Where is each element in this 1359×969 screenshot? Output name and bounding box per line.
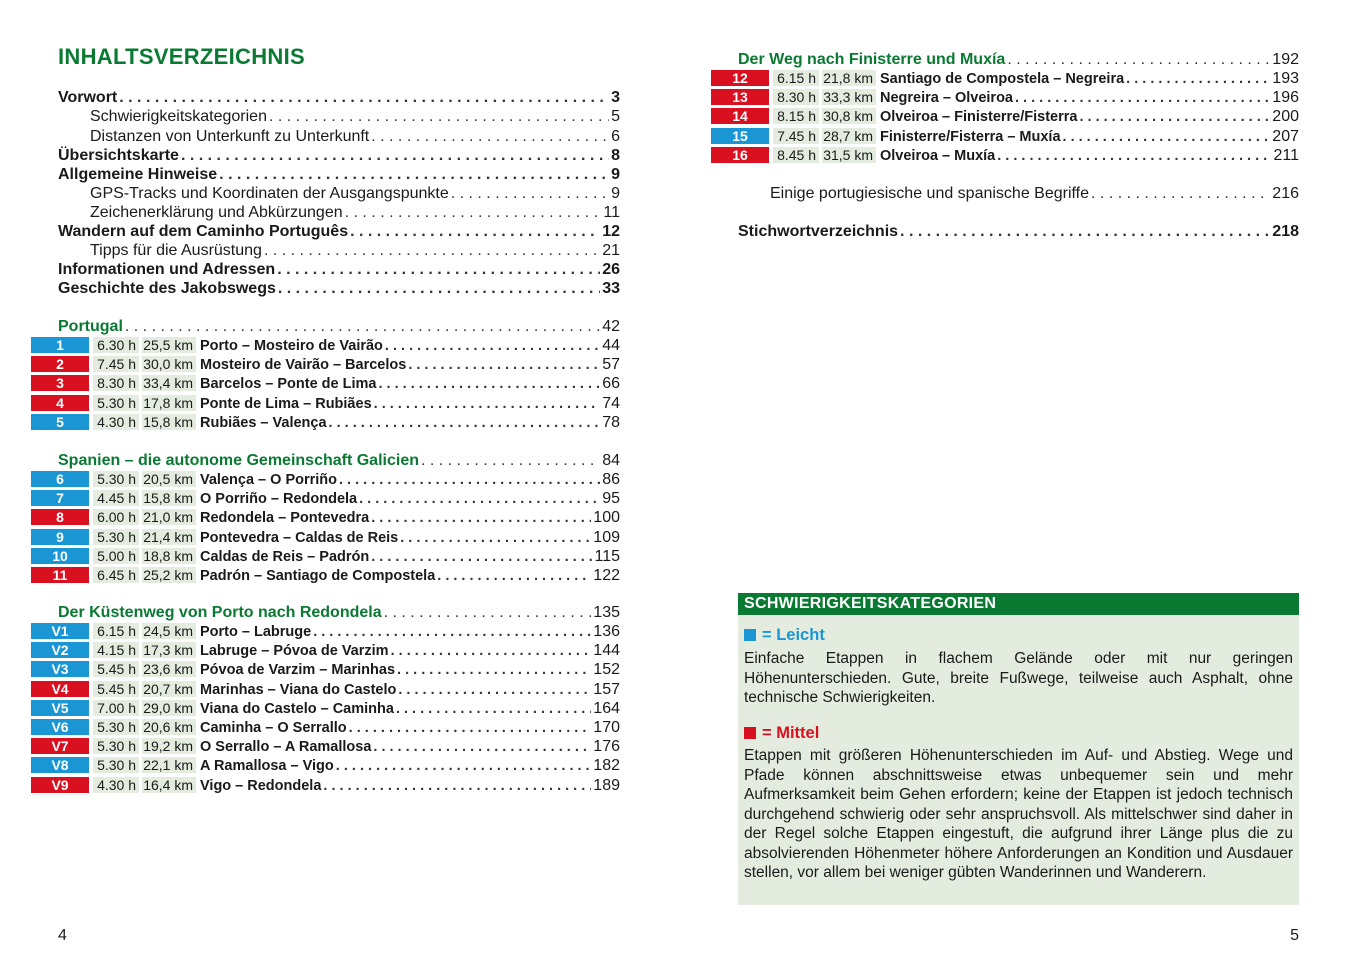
dot-leader: [1007, 50, 1270, 69]
stage-time: 7.00 h: [93, 700, 139, 716]
stage-time: 7.45 h: [773, 128, 819, 144]
stage-route-label: O Serrallo – A Ramallosa: [200, 739, 372, 756]
stage-time: 5.30 h: [93, 757, 139, 773]
stage-route: [200, 470, 620, 489]
dot-leader: [371, 509, 591, 528]
section-label: Der Weg nach Finisterre und Muxía: [738, 51, 1006, 68]
stage-time: 5.45 h: [93, 681, 139, 697]
dot-leader: [384, 603, 592, 622]
difficulty-box: [738, 593, 1299, 905]
stage-time: 4.30 h: [93, 777, 139, 793]
dot-leader: [437, 567, 591, 586]
section-finisterre[interactable]: [738, 50, 1299, 69]
stage-page: 44: [602, 337, 620, 354]
dot-leader: [219, 165, 609, 184]
stage-route: [200, 566, 620, 585]
stage-page: 170: [593, 719, 620, 736]
stage-route-label: Porto – Labruge: [200, 624, 312, 640]
stage-number-badge: 11: [31, 567, 89, 583]
stage-route: [200, 776, 620, 795]
stage-distance: 24,5 km: [142, 623, 196, 639]
toc-entry[interactable]: [58, 260, 620, 279]
stage-number-badge: V4: [31, 681, 89, 697]
stage-time: 4.15 h: [93, 642, 139, 658]
stage-distance: 30,0 km: [142, 356, 196, 372]
toc-entry-stichwort[interactable]: [738, 222, 1299, 241]
dot-leader: [378, 375, 600, 394]
dot-leader: [400, 529, 591, 548]
toc-entry[interactable]: [58, 241, 620, 260]
stage-route-label: O Porriño – Redondela: [200, 491, 358, 508]
toc-page: 84: [602, 452, 620, 469]
dot-leader: [277, 260, 600, 279]
dot-leader: [313, 623, 591, 642]
dot-leader: [359, 490, 600, 509]
page-number-right: 5: [1290, 927, 1299, 944]
toc-entry[interactable]: [58, 88, 620, 107]
stage-number-badge: 2: [31, 356, 89, 372]
stage-time: 6.30 h: [93, 337, 139, 353]
toc-label: Stichwortverzeichnis: [738, 223, 899, 240]
dot-leader: [385, 337, 600, 356]
stage-distance: 21,4 km: [142, 529, 196, 545]
stage-time: 8.15 h: [773, 108, 819, 124]
dot-leader: [125, 317, 600, 336]
blue-square-icon: [744, 629, 756, 641]
stage-row[interactable]: [732, 146, 1299, 165]
stage-distance: 18,8 km: [142, 548, 196, 564]
stage-page: 164: [593, 699, 620, 717]
stage-page: 144: [593, 642, 620, 660]
dot-leader: [339, 471, 600, 490]
toc-label: Distanzen von Unterkunft zu Unterkunft: [90, 128, 370, 145]
stage-distance: 20,6 km: [142, 719, 196, 735]
dot-leader: [1015, 89, 1270, 108]
stage-route-label: Pontevedra – Caldas de Reis: [200, 529, 399, 546]
stage-time: 4.30 h: [93, 414, 139, 430]
stage-page: 109: [593, 528, 620, 546]
stage-row[interactable]: [732, 127, 1299, 146]
dot-leader: [345, 203, 602, 222]
stage-route-label: Negreira – Olveiroa: [880, 90, 1013, 107]
stage-time: 6.45 h: [93, 567, 139, 583]
stage-row[interactable]: [51, 660, 620, 679]
dot-leader: [181, 146, 609, 165]
stage-distance: 30,8 km: [822, 108, 876, 124]
stage-time: 5.30 h: [93, 719, 139, 735]
stage-route-label: Olveiroa – Finisterre/Fisterra: [880, 109, 1078, 126]
stage-distance: 33,3 km: [822, 89, 876, 105]
toc-page: 218: [1272, 223, 1299, 240]
stage-time: 4.45 h: [93, 490, 139, 506]
stage-distance: 21,0 km: [142, 509, 196, 525]
toc-label: Allgemeine Hinweise: [58, 166, 218, 183]
stage-time: 5.30 h: [93, 471, 139, 487]
stage-row[interactable]: [58, 489, 620, 508]
stage-number-badge: 14: [711, 108, 769, 124]
stage-row[interactable]: [52, 566, 620, 585]
toc-label: Zeichenerklärung und Abkürzungen: [90, 204, 343, 221]
stage-route-label: Ponte de Lima – Rubiães: [200, 395, 372, 412]
dot-leader: [451, 184, 609, 203]
stage-time: 8.45 h: [773, 147, 819, 163]
stage-page: 136: [593, 623, 620, 640]
stage-row[interactable]: [58, 355, 620, 374]
stage-route: [200, 718, 620, 737]
stage-page: 193: [1272, 70, 1299, 87]
stage-row[interactable]: [58, 528, 620, 547]
stage-number-badge: 8: [31, 509, 89, 525]
stage-page: 200: [1272, 108, 1299, 126]
stage-number-badge: V7: [31, 738, 89, 754]
stage-time: 5.30 h: [93, 738, 139, 754]
stage-time: 8.30 h: [773, 89, 819, 105]
stage-time: 5.00 h: [93, 548, 139, 564]
toc-label: Geschichte des Jakobswegs: [58, 280, 276, 297]
stage-row[interactable]: [51, 622, 620, 641]
stage-distance: 33,4 km: [142, 375, 196, 391]
stage-page: 196: [1272, 89, 1299, 107]
stage-number-badge: 7: [31, 490, 89, 506]
section-label: Spanien – die autonome Gemeinschaft Galicien: [58, 452, 419, 469]
stage-distance: 29,0 km: [142, 700, 196, 716]
stage-time: 5.45 h: [93, 661, 139, 677]
dot-leader: [336, 757, 592, 776]
stage-row[interactable]: [732, 107, 1299, 126]
stage-page: 57: [602, 356, 620, 374]
stage-number-badge: 9: [31, 529, 89, 545]
stage-page: 152: [593, 661, 620, 679]
stage-row[interactable]: [58, 336, 620, 355]
stage-row[interactable]: [58, 508, 620, 527]
toc-page: 21: [602, 242, 620, 259]
stage-route: [200, 336, 620, 355]
toc-page: 3: [611, 89, 620, 106]
stage-number-badge: 10: [31, 548, 89, 564]
toc-entry[interactable]: [58, 146, 620, 165]
stage-route-label: Rubiães – Valença: [200, 414, 327, 431]
stage-time: 5.30 h: [93, 395, 139, 411]
stage-number-badge: V3: [31, 661, 89, 677]
category-medium-label: = Mittel: [762, 724, 820, 742]
stage-distance: 20,5 km: [142, 471, 196, 487]
stage-route: [200, 641, 620, 660]
stage-route-label: Póvoa de Varzim – Marinhas: [200, 662, 396, 679]
stage-route: [880, 69, 1299, 88]
section-spanien[interactable]: [58, 451, 620, 470]
stage-page: 66: [602, 375, 620, 393]
stage-route-label: Valença – O Porriño: [200, 472, 337, 488]
stage-row[interactable]: [51, 718, 620, 737]
stage-route-label: Mosteiro de Vairão – Barcelos: [200, 357, 407, 374]
stage-row[interactable]: [51, 699, 620, 718]
stage-row[interactable]: [51, 680, 620, 699]
stage-route-label: Barcelos – Ponte de Lima: [200, 376, 377, 393]
category-easy-label: = Leicht: [762, 626, 825, 644]
stage-row[interactable]: [51, 776, 620, 795]
stage-route-label: Santiago de Compostela – Negreira: [880, 71, 1125, 87]
toc-page: 42: [602, 318, 620, 335]
toc-page: 6: [611, 128, 620, 145]
dot-leader: [264, 241, 600, 260]
right-page: [732, 0, 1299, 969]
stage-number-badge: 16: [711, 147, 769, 163]
left-page: [51, 0, 620, 969]
stage-route-label: Porto – Mosteiro de Vairão: [200, 338, 383, 354]
toc-entry[interactable]: [58, 279, 620, 298]
dot-leader: [269, 107, 609, 126]
stage-route: [200, 508, 620, 527]
stage-page: 157: [593, 680, 620, 698]
dot-leader: [398, 681, 591, 700]
dot-leader: [374, 395, 601, 414]
toc-entry[interactable]: [58, 165, 620, 184]
stage-time: 7.45 h: [93, 356, 139, 372]
stage-time: 6.00 h: [93, 509, 139, 525]
dot-leader: [391, 642, 592, 661]
toc-page: 192: [1272, 51, 1299, 68]
toc-label: Tipps für die Ausrüstung: [90, 242, 262, 259]
dot-leader: [1079, 108, 1270, 127]
toc-entry[interactable]: [58, 184, 620, 203]
toc-page: 8: [611, 147, 620, 164]
stage-row[interactable]: [732, 69, 1299, 88]
dot-leader: [421, 451, 600, 470]
toc-page: 9: [611, 166, 620, 183]
stage-number-badge: 5: [31, 414, 89, 430]
stage-route: [200, 528, 620, 547]
stage-number-badge: 13: [711, 89, 769, 105]
toc-page: 5: [611, 108, 620, 125]
category-easy-text: Einfache Etappen in flachem Gelände oder mit nur geringen Höhenunterschieden. Gute, breite Fußwege, teilweise auch Asphalt, ohne technische Schwierigkeiten.: [744, 650, 1293, 706]
stage-route: [200, 355, 620, 374]
stage-time: 6.15 h: [773, 70, 819, 86]
stage-route: [200, 756, 620, 775]
stage-route-label: Vigo – Redondela: [200, 777, 322, 794]
dot-leader: [349, 719, 592, 738]
toc-page: 9: [611, 185, 620, 202]
difficulty-box-heading: SCHWIERIGKEITSKATEGORIEN: [738, 593, 1299, 615]
toc-label: Informationen und Adressen: [58, 261, 276, 278]
stage-row[interactable]: [58, 470, 620, 489]
toc-entry[interactable]: [58, 127, 620, 146]
stage-row[interactable]: [52, 547, 620, 566]
stage-route-label: A Ramallosa – Vigo: [200, 758, 334, 775]
stage-row[interactable]: [732, 88, 1299, 107]
stage-page: 86: [602, 471, 620, 488]
stage-distance: 25,5 km: [142, 337, 196, 353]
stage-distance: 19,2 km: [142, 738, 196, 754]
section-label: Der Küstenweg von Porto nach Redondela: [58, 604, 382, 621]
stage-page: 78: [602, 413, 620, 431]
stage-route: [200, 374, 620, 393]
stage-row[interactable]: [58, 394, 620, 413]
stage-distance: 28,7 km: [822, 128, 876, 144]
dot-leader: [371, 548, 592, 567]
toc-entry-begriffe[interactable]: [738, 184, 1299, 203]
stage-number-badge: V5: [31, 700, 89, 716]
stage-distance: 31,5 km: [822, 147, 876, 163]
stage-number-badge: 3: [31, 375, 89, 391]
dot-leader: [119, 88, 609, 107]
stage-time: 8.30 h: [93, 375, 139, 391]
toc-page: 135: [593, 604, 620, 621]
stage-route: [200, 660, 620, 679]
stage-route-label: Viana do Castelo – Caminha: [200, 700, 394, 717]
stage-number-badge: V1: [31, 623, 89, 639]
toc-page: 11: [603, 204, 620, 221]
category-medium: [744, 724, 819, 743]
toc-page: 33: [602, 280, 620, 297]
stage-row[interactable]: [51, 756, 620, 775]
stage-number-badge: 1: [31, 337, 89, 353]
stage-route-label: Olveiroa – Muxía: [880, 147, 996, 164]
stage-number-badge: V8: [31, 757, 89, 773]
stage-page: 211: [1273, 146, 1299, 164]
stage-number-badge: 15: [711, 128, 769, 144]
toc-label: Vorwort: [58, 89, 118, 106]
toc-page: 12: [602, 223, 620, 240]
dot-leader: [396, 700, 591, 719]
stage-route-label: Redondela – Pontevedra: [200, 510, 370, 527]
stage-time: 6.15 h: [93, 623, 139, 639]
category-medium-text: Etappen mit größeren Höhenunterschieden im Auf- und Abstieg. Wege und Pfade können abschnittsweise etwas unbequemer sein und mehr Aufmerksamkeit beim Gehen erfordern; keine der Etappen ist jedoch technisch durchgehend schwierig oder sehr anspruchsvoll. Als mittelschwer sind daher in der Regel solche Etappen eingestuft, die aufgrund ihrer Länge plus die zu absolvierenden Höhenmeter höhere Anforderungen an Kondition und Ausdauer stellen, vor allem bei weniger gübten Wanderinnen und Wanderern.: [744, 747, 1293, 881]
red-square-icon: [744, 727, 756, 739]
stage-page: 122: [593, 567, 620, 584]
stage-distance: 16,4 km: [142, 777, 196, 793]
stage-row[interactable]: [58, 374, 620, 393]
stage-number-badge: V9: [31, 777, 89, 793]
toc-label: Wandern auf dem Caminho Português: [58, 223, 349, 240]
toc-label: GPS-Tracks und Koordinaten der Ausgangspunkte: [90, 185, 449, 202]
dot-leader: [1063, 128, 1271, 147]
dot-leader: [997, 147, 1271, 166]
dot-leader: [371, 127, 609, 146]
stage-route: [200, 489, 620, 508]
dot-leader: [329, 414, 601, 433]
stage-distance: 17,3 km: [142, 642, 196, 658]
toc-entry[interactable]: [58, 107, 620, 126]
toc-label: Schwierigkeitskategorien: [90, 108, 267, 125]
stage-route: [200, 680, 620, 699]
toc-entry[interactable]: [58, 203, 620, 222]
stage-route-label: Labruge – Póvoa de Varzim: [200, 643, 389, 660]
dot-leader: [900, 222, 1270, 241]
dot-leader: [323, 777, 591, 796]
stage-distance: 17,8 km: [142, 395, 196, 411]
stage-number-badge: 12: [711, 70, 769, 86]
stage-number-badge: 6: [31, 471, 89, 487]
dot-leader: [408, 356, 600, 375]
stage-number-badge: 4: [31, 395, 89, 411]
stage-route: [880, 88, 1299, 107]
toc-page: 216: [1272, 185, 1299, 202]
stage-distance: 15,8 km: [142, 490, 196, 506]
dot-leader: [397, 661, 591, 680]
stage-route-label: Caldas de Reis – Padrón: [200, 548, 370, 565]
toc-page: 26: [602, 261, 620, 278]
stage-page: 100: [593, 509, 620, 527]
stage-distance: 25,2 km: [142, 567, 196, 583]
stage-route: [880, 107, 1299, 126]
stage-route: [200, 413, 620, 432]
stage-row[interactable]: [58, 413, 620, 432]
stage-route: [200, 622, 620, 641]
stage-route: [880, 127, 1299, 146]
stage-row[interactable]: [51, 737, 620, 756]
dot-leader: [1091, 184, 1270, 203]
stage-route-label: Caminha – O Serrallo: [200, 720, 347, 736]
toc-entry[interactable]: [58, 222, 620, 241]
stage-distance: 15,8 km: [142, 414, 196, 430]
stage-route: [200, 394, 620, 413]
stage-distance: 21,8 km: [822, 70, 876, 86]
stage-route-label: Marinhas – Viana do Castelo: [200, 681, 397, 698]
dot-leader: [373, 738, 591, 757]
stage-distance: 20,7 km: [142, 681, 196, 697]
stage-route: [200, 547, 620, 566]
stage-page: 176: [593, 738, 620, 756]
dot-leader: [278, 279, 600, 298]
stage-route: [200, 737, 620, 756]
toc-label: Einige portugiesische und spanische Begriffe: [770, 185, 1090, 202]
section-label: Portugal: [58, 318, 123, 335]
stage-page: 95: [602, 490, 620, 508]
stage-number-badge: V2: [31, 642, 89, 658]
stage-number-badge: V6: [31, 719, 89, 735]
stage-distance: 22,1 km: [142, 757, 196, 773]
stage-page: 207: [1272, 127, 1299, 145]
page-number-left: 4: [58, 927, 67, 944]
stage-route-label: Padrón – Santiago de Compostela: [200, 568, 436, 584]
stage-page: 189: [593, 776, 620, 794]
section-kuestenweg[interactable]: [58, 603, 620, 622]
stage-page: 74: [602, 394, 620, 412]
stage-route: [200, 699, 620, 718]
stage-row[interactable]: [51, 641, 620, 660]
stage-time: 5.30 h: [93, 529, 139, 545]
stage-distance: 23,6 km: [142, 661, 196, 677]
stage-page: 115: [594, 547, 620, 565]
dot-leader: [350, 222, 600, 241]
page-title: INHALTSVERZEICHNIS: [58, 44, 306, 69]
category-easy: [744, 626, 825, 645]
toc-label: Übersichtskarte: [58, 147, 179, 164]
dot-leader: [1126, 70, 1270, 89]
stage-route: [880, 146, 1299, 165]
section-portugal[interactable]: [58, 317, 620, 336]
stage-route-label: Finisterre/Fisterra – Muxía: [880, 128, 1061, 145]
stage-page: 182: [593, 757, 620, 775]
